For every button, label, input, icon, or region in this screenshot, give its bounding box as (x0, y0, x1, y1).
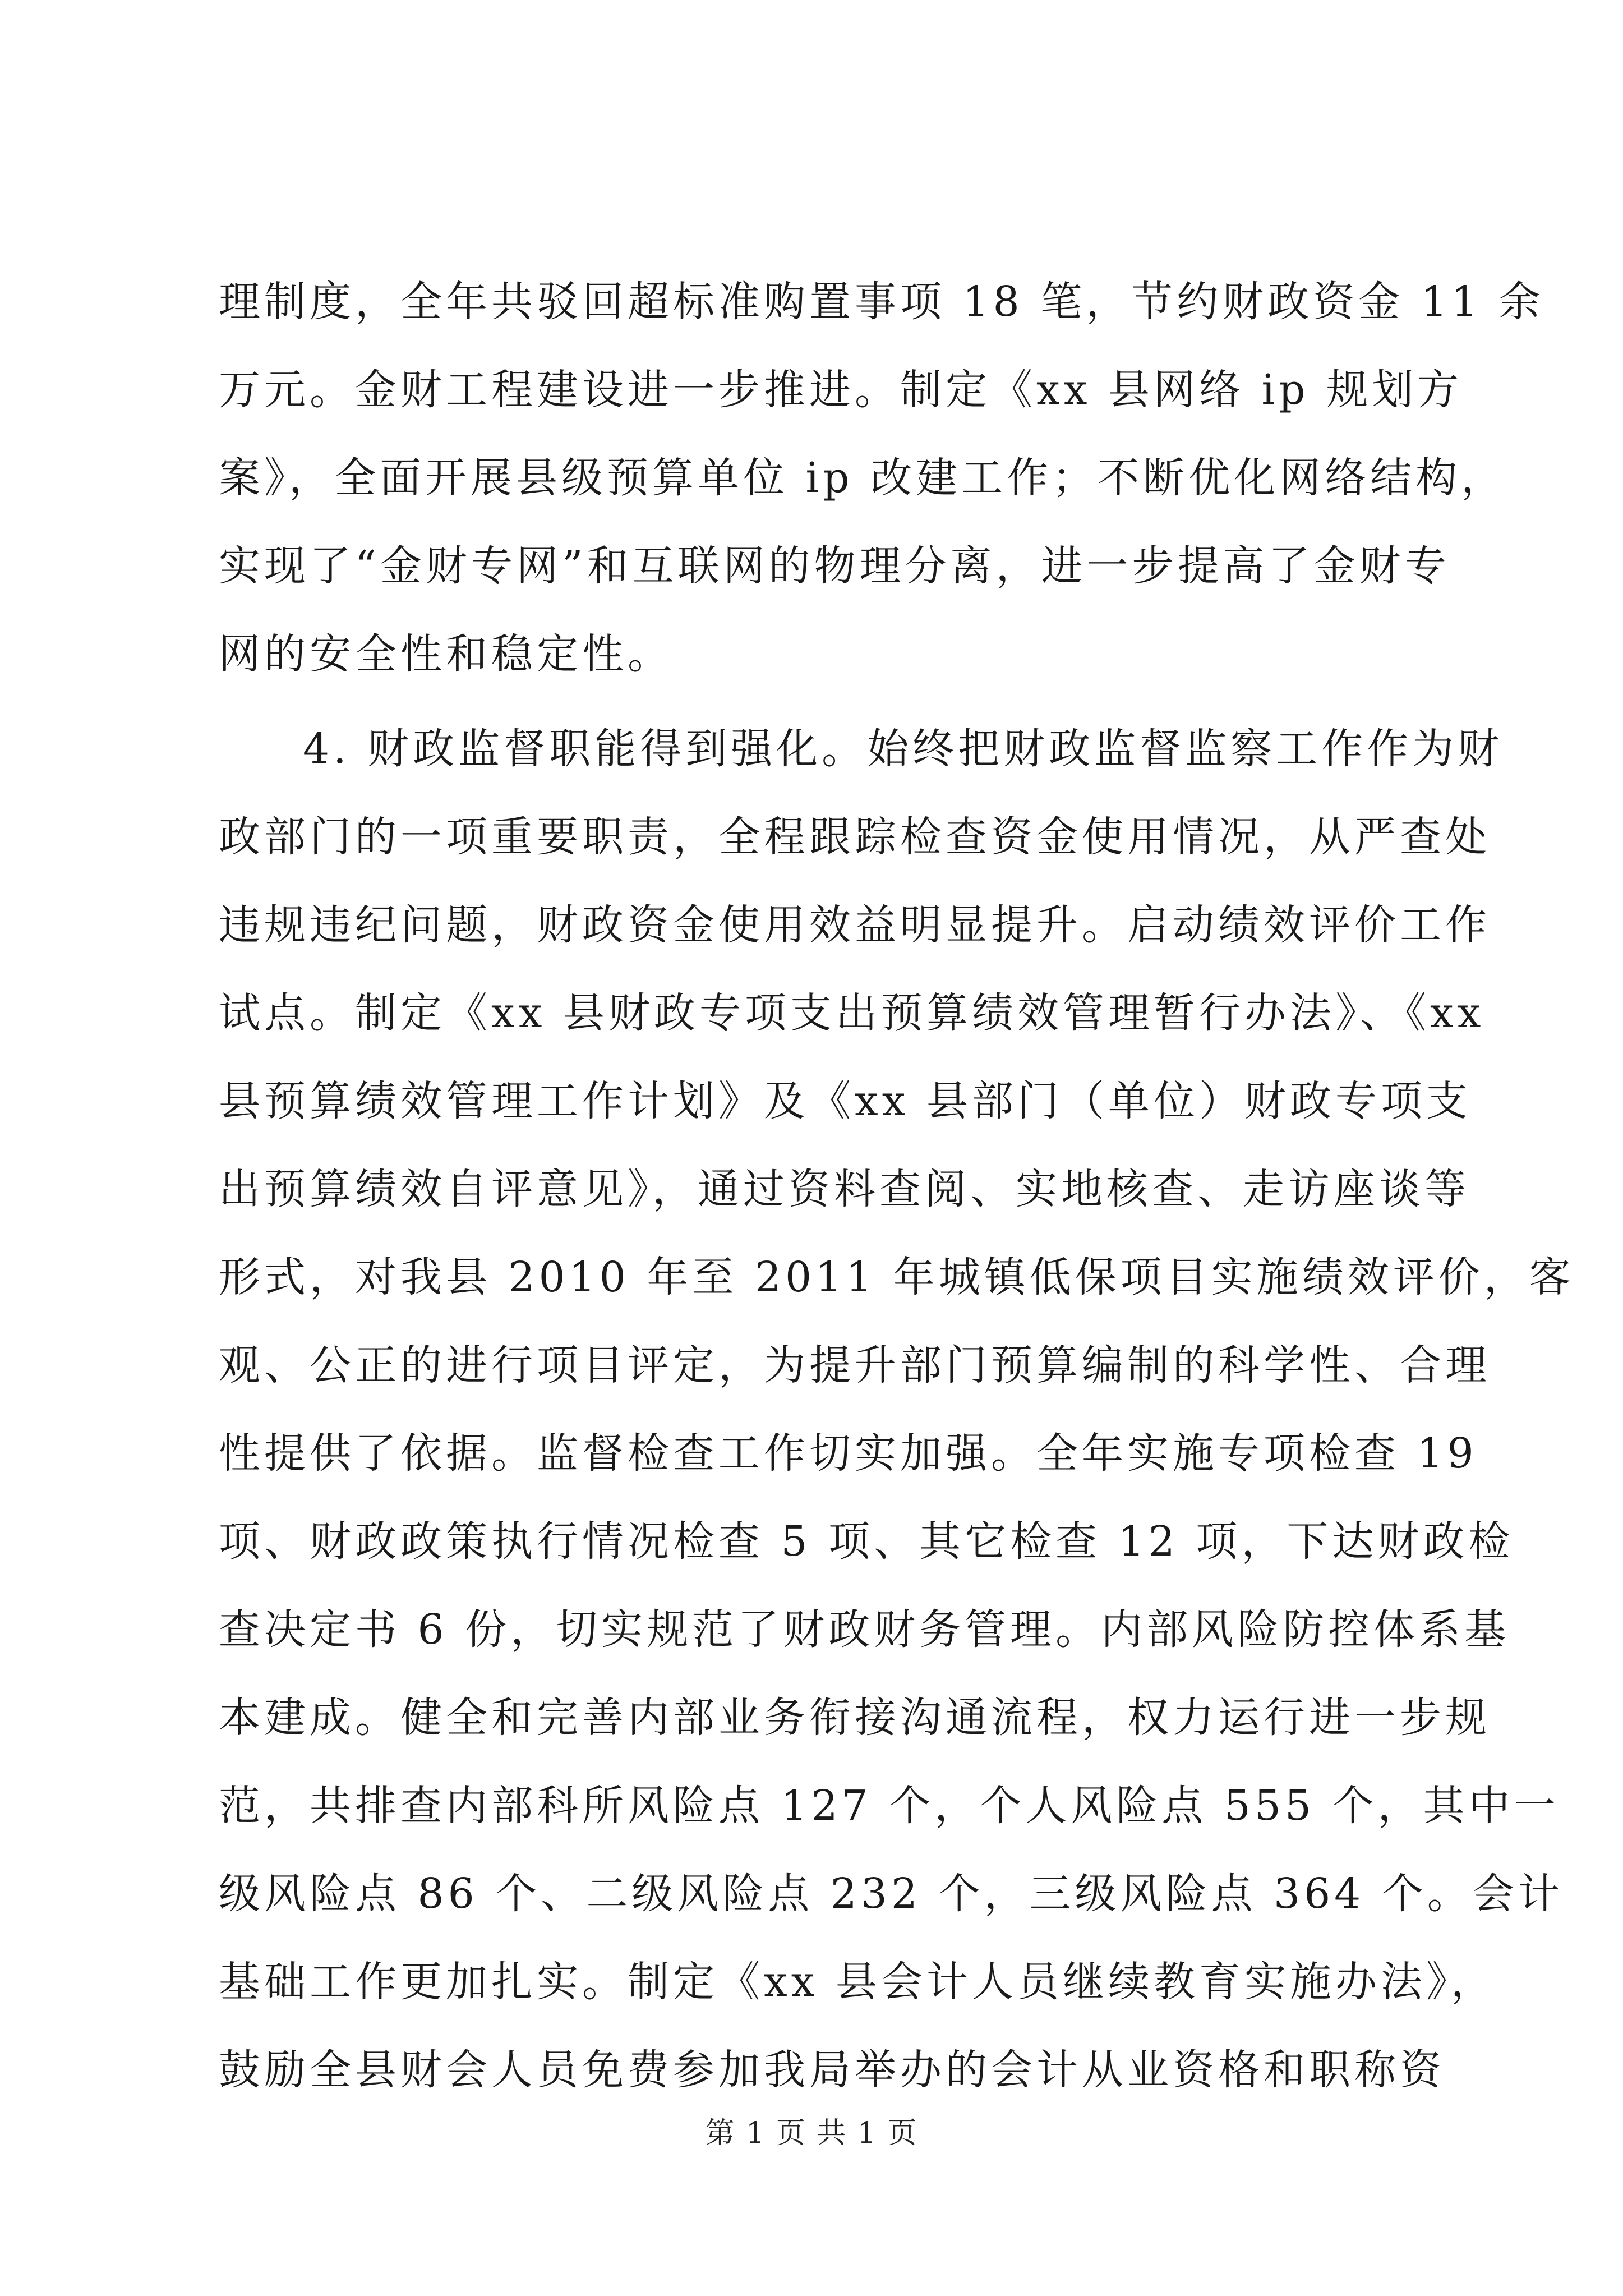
text-line: 范，共排查内部科所风险点 127 个，个人风险点 555 个，其中一 (219, 1782, 1560, 1830)
text-line: 试点。制定《xx 县财政专项支出预算绩效管理暂行办法》、《xx (219, 989, 1485, 1037)
text-line: 基础工作更加扎实。制定《xx 县会计人员继续教育实施办法》， (219, 1958, 1496, 2006)
text-line: 网的安全性和稳定性。 (219, 630, 673, 678)
text-line: 本建成。健全和完善内部业务衔接沟通流程，权力运行进一步规 (219, 1694, 1491, 1742)
text-line: 实现了“金财专网”和互联网的物理分离，进一步提高了金财专 (219, 542, 1450, 590)
paragraph-2 (219, 705, 1575, 2114)
page-number-footer: 第 1 页 共 1 页 (705, 2116, 918, 2150)
text-line: 鼓励全县财会人员免费参加我局举办的会计从业资格和职称资 (219, 2046, 1445, 2094)
text-line: 性提供了依据。监督检查工作切实加强。全年实施专项检查 19 (219, 1429, 1478, 1478)
text-line: 案》，全面开展县级预算单位 ip 改建工作；不断优化网络结构， (219, 454, 1507, 502)
paragraph-1 (219, 258, 1544, 698)
text-line: 违规违纪问题，财政资金使用效益明显提升。启动绩效评价工作 (219, 901, 1491, 949)
document-body (219, 258, 1575, 2114)
text-line: 查决定书 6 份，切实规范了财政财务管理。内部风险防控体系基 (219, 1605, 1510, 1654)
text-line: 观、公正的进行项目评定，为提升部门预算编制的科学性、合理 (219, 1341, 1491, 1389)
text-line: 万元。金财工程建设进一步推进。制定《xx 县网络 ip 规划方 (219, 366, 1463, 414)
text-line: 项、财政政策执行情况检查 5 项、其它检查 12 项，下达财政检 (219, 1517, 1514, 1566)
text-line: 县预算绩效管理工作计划》及《xx 县部门（单位）财政专项支 (219, 1077, 1472, 1125)
text-line: 形式，对我县 2010 年至 2011 年城镇低保项目实施绩效评价，客 (219, 1253, 1575, 1301)
text-line: 政部门的一项重要职责，全程跟踪检查资金使用情况，从严查处 (219, 813, 1491, 861)
text-line: 级风险点 86 个、二级风险点 232 个，三级风险点 364 个。会计 (219, 1870, 1564, 1918)
text-line: 出预算绩效自评意见》，通过资料查阅、实地核查、走访座谈等 (219, 1165, 1470, 1213)
text-line: 理制度，全年共驳回超标准购置事项 18 笔，节约财政资金 11 余 (219, 278, 1544, 326)
text-line: 4. 财政监督职能得到强化。始终把财政监督监察工作作为财 (303, 725, 1504, 773)
